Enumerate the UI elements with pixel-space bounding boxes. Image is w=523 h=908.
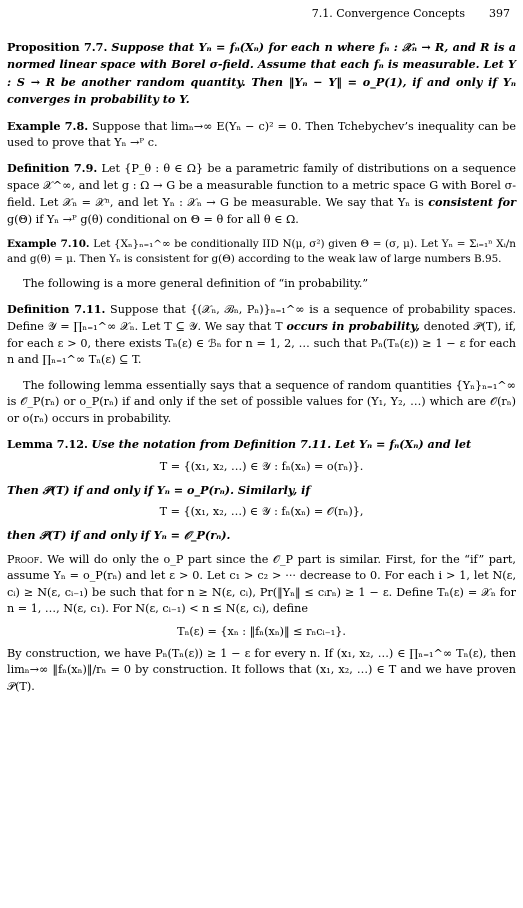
proof-text-after: By construction, we have Pₙ(Tₙ(ε)) ≥ 1 − ε for every n. If (x₁, x₂, …) ∈ ∏ₙ₌₁^∞ Tₙ(ε), then limₙ→∞ ‖fₙ(xₙ)‖/rₙ = 0 by construction. It follows that (x₁, x₂, …) ∈ T and we have proven 𝒫(T). <box>7 646 516 693</box>
lemma-text-1: Use the notation from Definition 7.11. Let Yₙ = fₙ(Xₙ) and let <box>91 436 472 451</box>
definition-7-11-term: occurs in probability, <box>286 319 420 334</box>
definition-7-9-text-after: g(Θ) if Yₙ →ᴾ g(θ) conditional on Θ = θ for all θ ∈ Ω. <box>7 212 299 226</box>
lemma-label: Lemma 7.12. <box>7 436 88 451</box>
proof-text: We will do only the o_P part since the 𝒪_P part is similar. First, for the “if” part, assume Yₙ = o_P(rₙ) and let ε > 0. Let c₁ > c₂ > ··· decrease to 0. For each i > 1, let N(ε, cᵢ) ≥ N(ε, cᵢ₋₁) be such that for n ≥ N(ε, cᵢ), Pr(‖Yₙ‖ ≤ cᵢrₙ) ≥ 1 − ε. Define Tₙ(ε) = 𝒳ₙ for n = 1, …, N(ε, c₁). For N(ε, cᵢ₋₁) < n ≤ N(ε, cᵢ), define <box>7 552 516 616</box>
example-7-8-text: Suppose that limₙ→∞ E(Yₙ − c)² = 0. Then Tchebychev’s inequality can be used to prove that Yₙ →ᴾ c. <box>7 119 516 150</box>
lemma-text-3: then 𝒫(T) if and only if Yₙ = 𝒪_P(rₙ). <box>7 527 231 542</box>
proposition-text: Suppose that Yₙ = fₙ(Xₙ) for each n where fₙ : 𝒳ₙ → R, and R is a normed linear space with Borel σ-field. Assume that each fₙ is measurable. Let Y : S → R be another random quantity. Then ‖Yₙ − Y‖ = o_P(1), if and only if Yₙ converges in probability to Y. <box>7 40 516 107</box>
proof-display: Tₙ(ε) = {xₙ : ‖fₙ(xₙ)‖ ≤ rₙcᵢ₋₁}. <box>177 624 346 638</box>
example-7-8 <box>7 118 516 152</box>
example-7-10 <box>7 237 516 267</box>
running-head <box>7 0 516 28</box>
lemma-text-2: Then 𝒫(T) if and only if Yₙ = o_P(rₙ). Similarly, if <box>7 482 311 497</box>
definition-7-9-text-before: Let {P_θ : θ ∈ Ω} be a parametric family of distributions on a sequence space 𝒳^∞, and let g : Ω → G be a measurable function to a metric space G with Borel σ-field. Let 𝒳ₙ = 𝒳ⁿ, and let Yₙ : 𝒳ₙ → G be measurable. We say that Yₙ is <box>7 162 516 210</box>
lemma-7-12 <box>7 436 516 543</box>
lemma-intro-paragraph: The following lemma essentially says that a sequence of random quantities {Yₙ}ₙ₌₁^∞ is 𝒪_P(rₙ) or o_P(rₙ) if and only if the set of possible values for (Y₁, Y₂, …) which are 𝒪(rₙ) or o(rₙ) occurs in probability. <box>7 378 516 425</box>
lemma-display-2: T = {(x₁, x₂, …) ∈ 𝒴 : fₙ(xₙ) = 𝒪(rₙ)}, <box>159 505 364 519</box>
proposition-7-7 <box>7 39 516 109</box>
definition-7-11 <box>7 301 516 369</box>
proof-label: Proof. <box>7 552 43 566</box>
transition-paragraph: The following is a more general definition of “in probability.” <box>23 276 369 290</box>
definition-7-9-term: consistent for <box>428 195 517 210</box>
proposition-label: Proposition 7.7. <box>7 40 108 54</box>
example-7-8-label: Example 7.8. <box>7 118 89 133</box>
example-7-10-text: Let {Xₙ}ₙ₌₁^∞ be conditionally IID N(μ, σ²) given Θ = (σ, μ). Let Yₙ = Σᵢ₌₁ⁿ Xᵢ/n and g(θ) = μ. Then Yₙ is consistent for g(Θ) according to the weak law of large numbers B.95. <box>7 238 516 265</box>
proof <box>7 552 516 695</box>
definition-7-9-label: Definition 7.9. <box>7 161 98 176</box>
definition-7-11-text-after: denoted 𝒫(T), if, for each ε > 0, there exists Tₙ(ε) ∈ ℬₙ for n = 1, 2, … such that Pₙ(Tₙ(ε)) ≥ 1 − ε for each n and ∏ₙ₌₁^∞ Tₙ(ε) ⊆ T. <box>7 320 517 367</box>
page-number: 397 <box>489 7 510 20</box>
definition-7-11-label: Definition 7.11. <box>7 302 106 317</box>
running-head-section: 7.1. Convergence Concepts <box>311 7 465 20</box>
definition-7-11-text-before: Suppose that {(𝒳ₙ, ℬₙ, Pₙ)}ₙ₌₁^∞ is a sequence of probability spaces. Define 𝒴 = ∏ₙ₌₁^∞ 𝒳ₙ. Let T ⊆ 𝒴. We say that T <box>7 303 517 334</box>
example-7-10-label: Example 7.10. <box>7 238 90 251</box>
lemma-display-1: T = {(x₁, x₂, …) ∈ 𝒴 : fₙ(xₙ) = o(rₙ)}. <box>159 460 364 474</box>
definition-7-9 <box>7 160 516 228</box>
